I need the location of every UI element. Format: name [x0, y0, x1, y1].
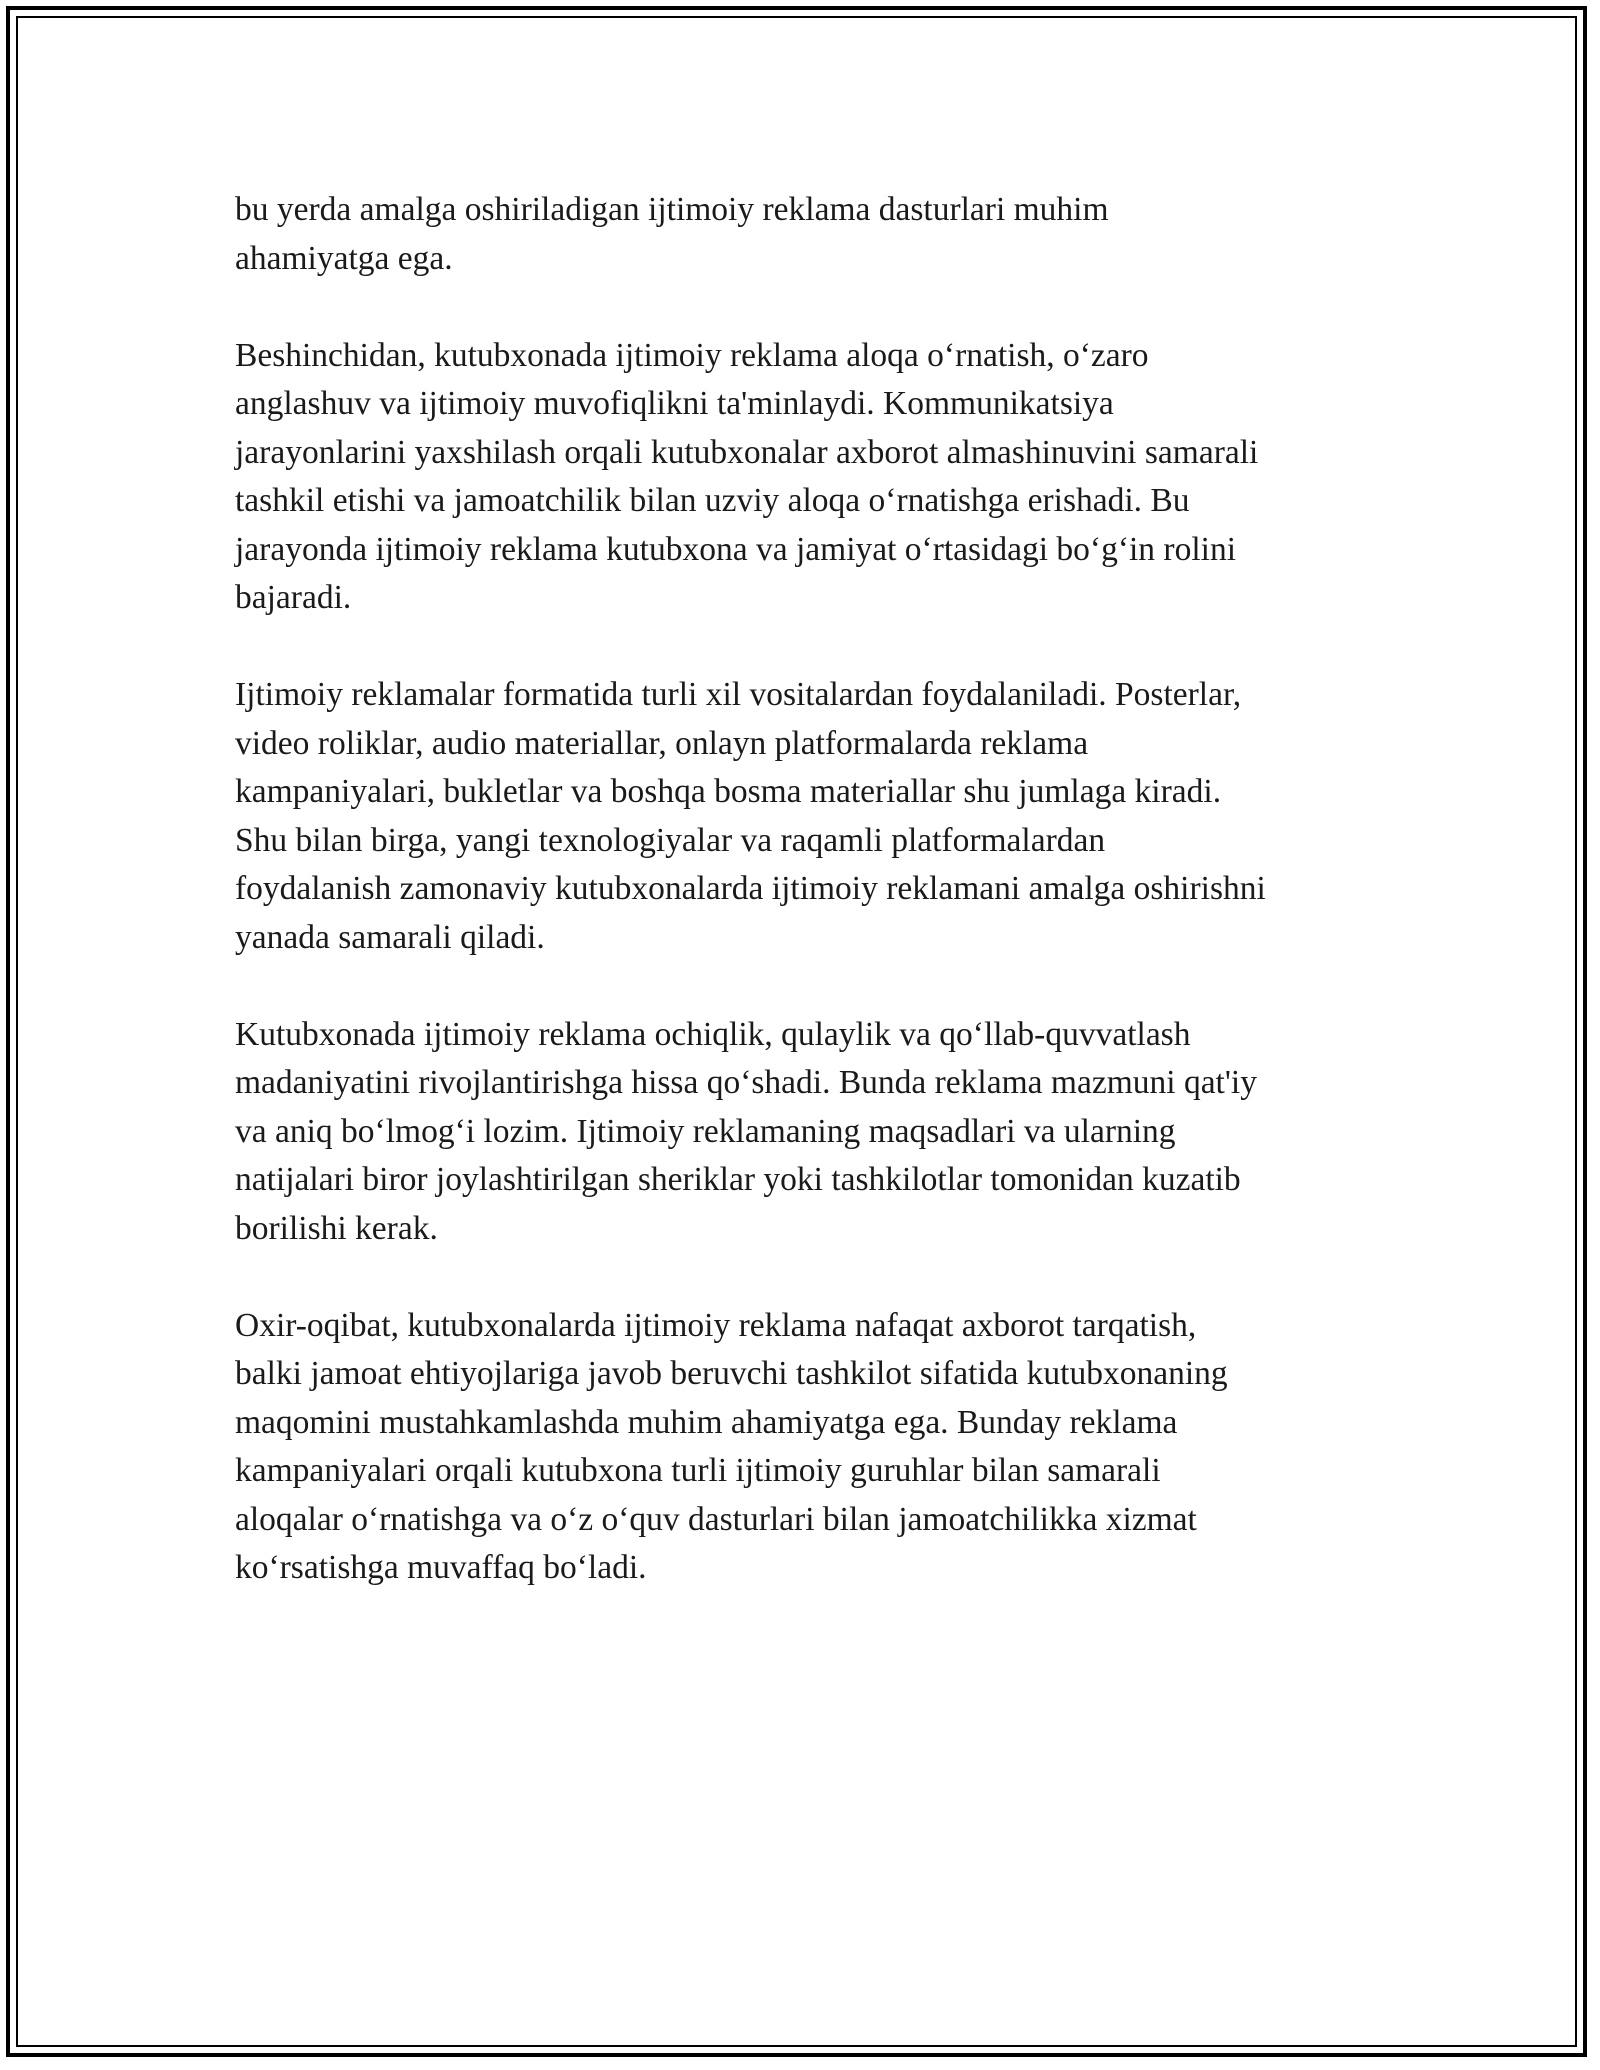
- text-line: natijalari biror joylashtirilgan sheriklar yoki tashkilotlar tomonidan kuzatib: [235, 1161, 1241, 1198]
- text-line: madaniyatini rivojlantirishga hissa qo‘shadi. Bunda reklama mazmuni qat'iy: [235, 1064, 1257, 1101]
- text-line: bu yerda amalga oshiriladigan ijtimoiy reklama dasturlari muhim: [235, 191, 1109, 228]
- text-line: va aniq bo‘lmog‘i lozim. Ijtimoiy reklamaning maqsadlari va ularning: [235, 1112, 1176, 1150]
- text-line: maqomini mustahkamlashda muhim ahamiyatga ega. Bunday reklama: [235, 1403, 1178, 1441]
- paragraph-2: [235, 332, 1385, 623]
- text-line: tashkil etishi va jamoatchilik bilan uzviy aloqa o‘rnatishga erishadi. Bu: [235, 482, 1190, 519]
- text-line: aloqalar o‘rnatishga va o‘z o‘quv dasturlari bilan jamoatchilikka xizmat: [235, 1500, 1197, 1538]
- text-line: kampaniyalari orqali kutubxona turli ijtimoiy guruhlar bilan samarali: [235, 1452, 1161, 1489]
- paragraph-1: [235, 186, 1385, 283]
- text-line: foydalanish zamonaviy kutubxonalarda ijtimoiy reklamani amalga oshirishni: [235, 870, 1266, 907]
- text-line: jarayonlarini yaxshilash orqali kutubxonalar axborot almashinuvini samarali: [235, 433, 1259, 471]
- paragraph-3: [235, 671, 1385, 962]
- text-line: kampaniyalari, bukletlar va boshqa bosma materiallar shu jumlaga kiradi.: [235, 773, 1222, 810]
- text-line: ahamiyatga ega.: [235, 239, 453, 277]
- text-line: yanada samarali qiladi.: [235, 918, 545, 956]
- text-line: Ijtimoiy reklamalar formatida turli xil vositalardan foydalaniladi. Posterlar,: [235, 676, 1242, 713]
- text-line: Kutubxonada ijtimoiy reklama ochiqlik, qulaylik va qo‘llab-quvvatlash: [235, 1015, 1191, 1053]
- paragraph-4: [235, 1011, 1385, 1254]
- text-line: Beshinchidan, kutubxonada ijtimoiy reklama aloqa o‘rnatish, o‘zaro: [235, 336, 1149, 374]
- document-body: [235, 186, 1385, 1641]
- text-line: balki jamoat ehtiyojlariga javob beruvchi tashkilot sifatida kutubxonaning: [235, 1355, 1228, 1392]
- text-line: ko‘rsatishga muvaffaq bo‘ladi.: [235, 1549, 647, 1586]
- text-line: video roliklar, audio materiallar, onlayn platformalarda reklama: [235, 724, 1089, 762]
- paragraph-5: [235, 1302, 1385, 1593]
- text-line: Shu bilan birga, yangi texnologiyalar va raqamli platformalardan: [235, 821, 1106, 859]
- text-line: Oxir-oqibat, kutubxonalarda ijtimoiy reklama nafaqat axborot tarqatish,: [235, 1306, 1197, 1344]
- text-line: bajaradi.: [235, 579, 352, 616]
- text-line: jarayonda ijtimoiy reklama kutubxona va jamiyat o‘rtasidagi bo‘g‘in rolini: [235, 530, 1237, 568]
- text-line: borilishi kerak.: [235, 1209, 438, 1247]
- text-line: anglashuv va ijtimoiy muvofiqlikni ta'minlaydi. Kommunikatsiya: [235, 385, 1114, 422]
